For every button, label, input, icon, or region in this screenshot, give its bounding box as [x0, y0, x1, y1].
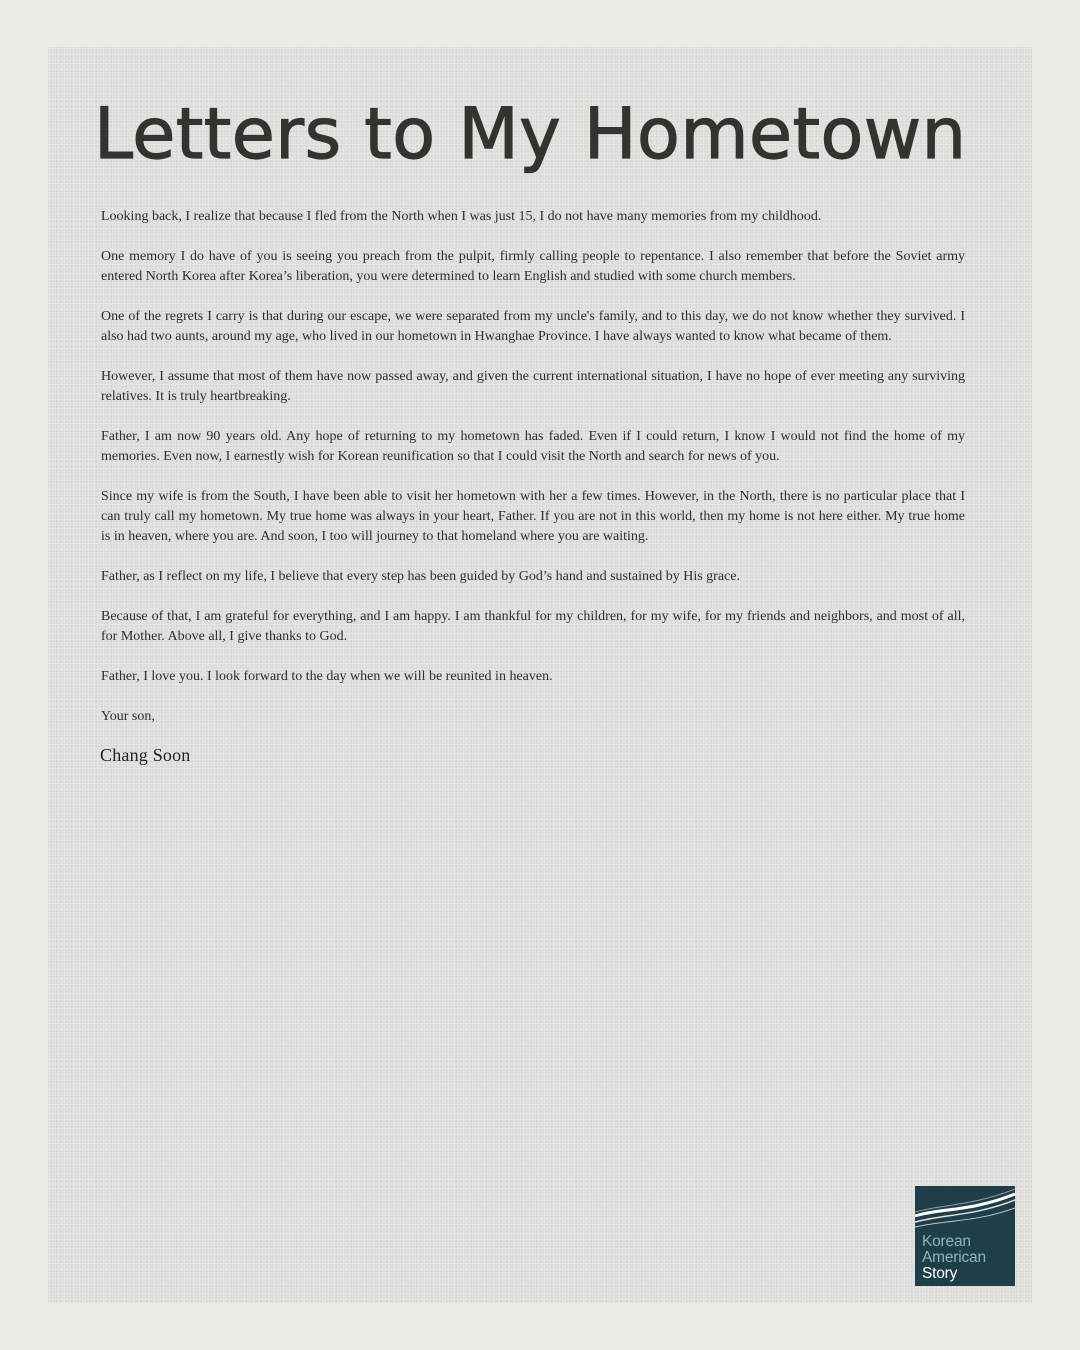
logo-line: American	[922, 1249, 986, 1266]
letter-paragraph: Father, I am now 90 years old. Any hope of returning to my hometown has faded. Even if I could return, I know I would not find the home of my memories. Even now, I earnestly wish for Korean reunification so that I could visit the North and search for news of you.	[101, 429, 965, 464]
letter-paragraph: Since my wife is from the South, I have been able to visit her hometown with her a few times. However, in the North, there is no particular place that I can truly call my hometown. My true home was always in your heart, Father. If you are not in this world, then my home is not here either. My true home is in heaven, where you are. And soon, I too will journey to that homeland where you are waiting.	[101, 489, 965, 544]
logo-wordmark	[922, 1234, 986, 1282]
letter-paragraph: One memory I do have of you is seeing you preach from the pulpit, firmly calling people to repentance. I also remember that before the Soviet army entered North Korea after Korea’s liberation, you were determined to learn English and studied with some church members.	[101, 249, 965, 284]
page-title: Letters to My Hometown	[94, 93, 967, 175]
letter-body	[101, 207, 965, 747]
letter-paragraph: One of the regrets I carry is that during our escape, we were separated from my uncle's family, and to this day, we do not know whether they survived. I also had two aunts, around my age, who lived in our hometown in Hwanghae Province. I have always wanted to know what became of them.	[101, 309, 965, 344]
signature: Chang Soon	[100, 745, 191, 765]
letter-paragraph: Father, I love you. I look forward to the day when we will be reunited in heaven.	[101, 669, 553, 684]
letter-paragraph: Because of that, I am grateful for everything, and I am happy. I am thankful for my children, for my wife, for my friends and neighbors, and most of all, for Mother. Above all, I give thanks to God.	[101, 609, 965, 644]
logo-line: Korean	[922, 1233, 971, 1250]
letter-closing: Your son,	[101, 709, 155, 724]
letter-paragraph: Father, as I reflect on my life, I believe that every step has been guided by God’s hand and sustained by His grace.	[101, 569, 740, 584]
korean-american-story-logo	[915, 1186, 1015, 1286]
logo-line: Story	[922, 1265, 958, 1282]
letter-paragraph: However, I assume that most of them have now passed away, and given the current international situation, I have no hope of ever meeting any surviving relatives. It is truly heartbreaking.	[101, 369, 965, 404]
letter-paper	[48, 47, 1032, 1303]
letter-paragraph: Looking back, I realize that because I fled from the North when I was just 15, I do not have many memories from my childhood.	[101, 209, 822, 224]
